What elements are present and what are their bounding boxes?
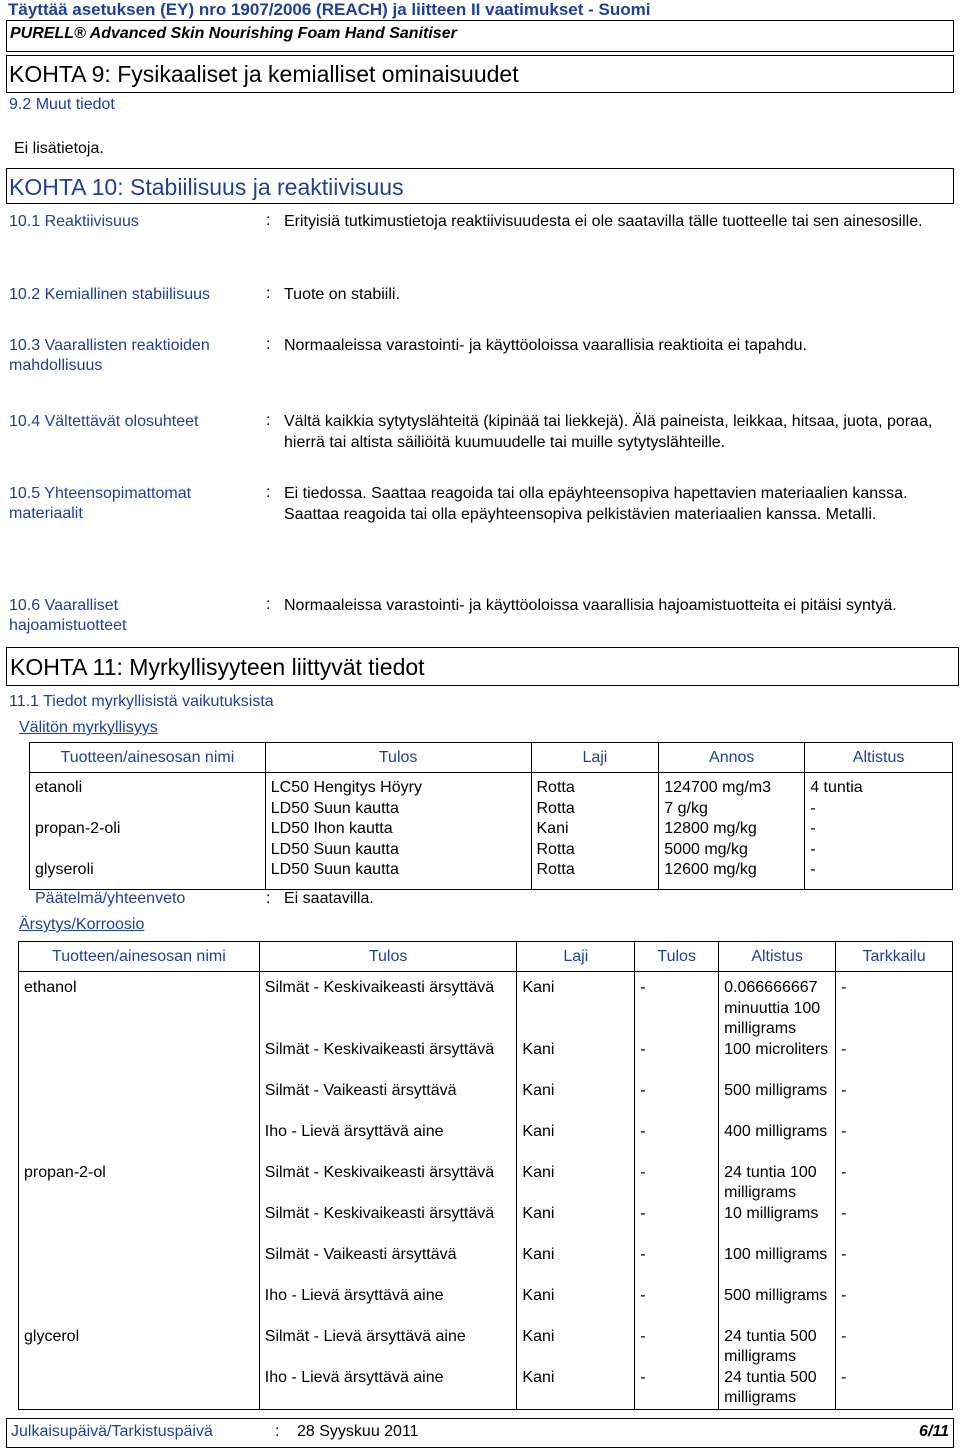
irr-cell-exposure: 500 milligrams xyxy=(719,1286,836,1327)
irr-cell-result: Silmät - Vaikeasti ärsyttävä xyxy=(259,1081,517,1122)
table-row xyxy=(19,1163,953,1204)
acute-cell-species: Rotta xyxy=(531,773,659,800)
acute-cell-dose: 12600 mg/kg xyxy=(659,861,805,889)
irr-cell-name xyxy=(19,1286,260,1327)
irritation-table xyxy=(18,941,953,1410)
irr-cell-name: glycerol xyxy=(19,1327,260,1368)
section9-title: KOHTA 9: Fysikaaliset ja kemialliset ominaisuudet xyxy=(9,61,519,87)
table-row xyxy=(30,800,953,821)
acute-header-species: Laji xyxy=(531,743,659,773)
irr-cell-score: - xyxy=(635,1245,719,1286)
irr-cell-exposure: 400 milligrams xyxy=(719,1122,836,1163)
acute-cell-name xyxy=(30,800,266,821)
irr-header-score: Tulos xyxy=(635,942,719,972)
irr-cell-observation: - xyxy=(836,1327,953,1368)
irr-cell-exposure: 500 milligrams xyxy=(719,1081,836,1122)
acute-cell-name: propan-2-oli xyxy=(30,820,266,841)
irr-cell-result: Iho - Lievä ärsyttävä aine xyxy=(259,1122,517,1163)
table-row xyxy=(19,972,953,1040)
acute-cell-result: LD50 Ihon kautta xyxy=(265,820,531,841)
irr-cell-result: Silmät - Keskivaikeasti ärsyttävä xyxy=(259,1204,517,1245)
irr-cell-observation: - xyxy=(836,1040,953,1081)
irr-cell-species: Kani xyxy=(517,1040,635,1081)
conditions-avoid-label: 10.4 Vältettävät olosuhteet xyxy=(9,413,199,430)
conclusion-colon: : xyxy=(266,890,271,907)
footer-colon: : xyxy=(275,1423,280,1440)
conclusion-label: Päätelmä/yhteenveto xyxy=(35,890,186,907)
hazardous-reactions-label: 10.3 Vaarallisten reaktioiden mahdollisuus xyxy=(9,337,210,374)
irr-header-name: Tuotteen/ainesosan nimi xyxy=(19,942,260,972)
conclusion-value: Ei saatavilla. xyxy=(284,890,374,907)
irr-cell-score: - xyxy=(635,1163,719,1204)
table-row xyxy=(19,1204,953,1245)
acute-header-dose: Annos xyxy=(659,743,805,773)
irr-cell-observation: - xyxy=(836,1286,953,1327)
irr-cell-species: Kani xyxy=(517,1245,635,1286)
irr-cell-score: - xyxy=(635,1040,719,1081)
irr-cell-exposure: 10 milligrams xyxy=(719,1204,836,1245)
irr-cell-score: - xyxy=(635,1327,719,1368)
acute-cell-dose: 7 g/kg xyxy=(659,800,805,821)
table-row xyxy=(19,1286,953,1327)
section9-text: Ei lisätietoja. xyxy=(14,140,104,157)
table-row xyxy=(19,1327,953,1368)
irr-cell-name xyxy=(19,1245,260,1286)
acute-cell-exposure: - xyxy=(805,800,953,821)
acute-cell-exposure: 4 tuntia xyxy=(805,773,953,800)
irr-cell-result: Silmät - Lievä ärsyttävä aine xyxy=(259,1327,517,1368)
irr-cell-exposure: 100 milligrams xyxy=(719,1245,836,1286)
irr-cell-result: Iho - Lievä ärsyttävä aine xyxy=(259,1368,517,1410)
acute-cell-dose: 12800 mg/kg xyxy=(659,820,805,841)
irr-cell-name xyxy=(19,1081,260,1122)
table-row xyxy=(30,841,953,862)
acute-header-result: Tulos xyxy=(265,743,531,773)
section10-title-box xyxy=(6,168,954,204)
irr-cell-species: Kani xyxy=(517,972,635,1040)
irr-cell-result: Iho - Lievä ärsyttävä aine xyxy=(259,1286,517,1327)
footer-date-label: Julkaisupäivä/Tarkistuspäivä xyxy=(11,1423,213,1440)
acute-table-header xyxy=(30,743,953,773)
irr-cell-score: - xyxy=(635,1122,719,1163)
irr-cell-name xyxy=(19,1122,260,1163)
irr-cell-species: Kani xyxy=(517,1327,635,1368)
stability-colon: : xyxy=(266,285,271,302)
irr-cell-observation: - xyxy=(836,1204,953,1245)
table-row xyxy=(30,773,953,800)
hazardous-reactions-value: Normaaleissa varastointi- ja käyttöoloissa vaarallisia reaktioita ei tapahdu. xyxy=(284,337,807,354)
acute-toxicity-title: Välitön myrkyllisyys xyxy=(19,719,158,736)
acute-toxicity-table xyxy=(29,742,953,890)
table-row xyxy=(30,820,953,841)
irr-cell-observation: - xyxy=(836,1368,953,1410)
page-number: 6/11 xyxy=(919,1423,949,1440)
irr-cell-observation: - xyxy=(836,972,953,1040)
irr-cell-result: Silmät - Vaikeasti ärsyttävä xyxy=(259,1245,517,1286)
irr-cell-observation: - xyxy=(836,1245,953,1286)
product-name-box xyxy=(6,20,954,52)
irr-cell-exposure: 24 tuntia 500 milligrams xyxy=(719,1327,836,1368)
irr-cell-exposure: 0.066666667 minuuttia 100 milligrams xyxy=(719,972,836,1040)
decomposition-products-value: Normaaleissa varastointi- ja käyttöoloissa vaarallisia hajoamistuotteita ei pitäisi syntyä. xyxy=(284,597,897,614)
irr-cell-name xyxy=(19,1040,260,1081)
acute-cell-name xyxy=(30,841,266,862)
irr-cell-observation: - xyxy=(836,1163,953,1204)
table-row xyxy=(19,1368,953,1410)
acute-cell-name: etanoli xyxy=(30,773,266,800)
acute-cell-name: glyseroli xyxy=(30,861,266,889)
stability-label: 10.2 Kemiallinen stabiilisuus xyxy=(9,286,210,303)
table-row xyxy=(19,1245,953,1286)
irr-cell-exposure: 24 tuntia 500 milligrams xyxy=(719,1368,836,1410)
acute-cell-result: LC50 Hengitys Höyry xyxy=(265,773,531,800)
incompatible-materials-label: 10.5 Yhteensopimattomat materiaalit xyxy=(9,485,192,522)
acute-cell-exposure: - xyxy=(805,841,953,862)
irr-header-exposure: Altistus xyxy=(719,942,836,972)
section11-title: KOHTA 11: Myrkyllisyyteen liittyvät tiedot xyxy=(10,654,425,680)
irr-cell-name xyxy=(19,1204,260,1245)
irr-cell-score: - xyxy=(635,1368,719,1410)
irr-cell-result: Silmät - Keskivaikeasti ärsyttävä xyxy=(259,972,517,1040)
section10-title: KOHTA 10: Stabiilisuus ja reaktiivisuus xyxy=(9,174,404,200)
irritation-table-header xyxy=(19,942,953,972)
irr-cell-score: - xyxy=(635,972,719,1040)
section11-title-box xyxy=(6,647,959,686)
section9-subtitle: 9.2 Muut tiedot xyxy=(9,96,115,113)
decomposition-products-label: 10.6 Vaaralliset hajoamistuotteet xyxy=(9,597,127,634)
irr-header-observation: Tarkkailu xyxy=(836,942,953,972)
irr-cell-name xyxy=(19,1368,260,1410)
reactivity-value: Erityisiä tutkimustietoja reaktiivisuudesta ei ole saatavilla tälle tuotteelle tai sen ainesosille. xyxy=(284,213,923,230)
irr-cell-exposure: 24 tuntia 100 milligrams xyxy=(719,1163,836,1204)
irritation-title: Ärsytys/Korroosio xyxy=(19,916,145,933)
reactivity-colon: : xyxy=(266,212,271,229)
irr-cell-score: - xyxy=(635,1286,719,1327)
footer-date: 28 Syyskuu 2011 xyxy=(297,1423,419,1440)
regulation-header: Täyttää asetuksen (EY) nro 1907/2006 (REACH) ja liitteen II vaatimukset - Suomi xyxy=(8,0,651,19)
irr-header-species: Laji xyxy=(517,942,635,972)
reactivity-label: 10.1 Reaktiivisuus xyxy=(9,213,139,230)
table-row xyxy=(19,1040,953,1081)
product-name: PURELL® Advanced Skin Nourishing Foam Hand Sanitiser xyxy=(10,25,457,42)
irr-cell-name: propan-2-ol xyxy=(19,1163,260,1204)
irr-cell-species: Kani xyxy=(517,1081,635,1122)
acute-cell-result: LD50 Suun kautta xyxy=(265,800,531,821)
table-row xyxy=(30,861,953,889)
irr-cell-exposure: 100 microliters xyxy=(719,1040,836,1081)
irr-cell-score: - xyxy=(635,1204,719,1245)
acute-cell-species: Rotta xyxy=(531,841,659,862)
irr-cell-score: - xyxy=(635,1081,719,1122)
irr-cell-species: Kani xyxy=(517,1163,635,1204)
acute-cell-exposure: - xyxy=(805,861,953,889)
conditions-avoid-colon: : xyxy=(266,412,271,429)
hazardous-reactions-colon: : xyxy=(266,336,271,353)
irr-cell-observation: - xyxy=(836,1122,953,1163)
acute-cell-species: Rotta xyxy=(531,800,659,821)
section9-title-box xyxy=(6,55,954,93)
conditions-avoid-value: Vältä kaikkia sytytyslähteitä (kipinää tai liekkejä). Älä paineista, leikkaa, hitsaa, juota, poraa, hierrä tai altista säiliöitä kuumuudelle tai muille sytytyslähteille. xyxy=(284,413,933,451)
acute-cell-species: Rotta xyxy=(531,861,659,889)
table-row xyxy=(19,1081,953,1122)
acute-cell-result: LD50 Suun kautta xyxy=(265,841,531,862)
irr-header-result: Tulos xyxy=(259,942,517,972)
table-row xyxy=(19,1122,953,1163)
stability-value: Tuote on stabiili. xyxy=(284,286,400,303)
acute-cell-dose: 5000 mg/kg xyxy=(659,841,805,862)
irr-cell-species: Kani xyxy=(517,1286,635,1327)
decomposition-products-colon: : xyxy=(266,596,271,613)
irr-cell-species: Kani xyxy=(517,1368,635,1410)
irr-cell-name: ethanol xyxy=(19,972,260,1040)
acute-cell-species: Kani xyxy=(531,820,659,841)
acute-cell-dose: 124700 mg/m3 xyxy=(659,773,805,800)
irr-cell-observation: - xyxy=(836,1081,953,1122)
acute-cell-exposure: - xyxy=(805,820,953,841)
acute-header-name: Tuotteen/ainesosan nimi xyxy=(30,743,266,773)
irr-cell-result: Silmät - Keskivaikeasti ärsyttävä xyxy=(259,1040,517,1081)
irr-cell-species: Kani xyxy=(517,1204,635,1245)
irr-cell-result: Silmät - Keskivaikeasti ärsyttävä xyxy=(259,1163,517,1204)
section11-subtitle: 11.1 Tiedot myrkyllisistä vaikutuksista xyxy=(9,693,274,710)
acute-cell-result: LD50 Suun kautta xyxy=(265,861,531,889)
page-footer xyxy=(6,1418,954,1448)
irr-cell-species: Kani xyxy=(517,1122,635,1163)
incompatible-materials-value: Ei tiedossa. Saattaa reagoida tai olla epäyhteensopiva hapettavien materiaalien kanssa. Saattaa reagoida tai olla epäyhteensopiva pelkistävien materiaalien kanssa. Metalli. xyxy=(284,485,908,523)
incompatible-materials-colon: : xyxy=(266,484,271,501)
acute-header-exposure: Altistus xyxy=(805,743,953,773)
